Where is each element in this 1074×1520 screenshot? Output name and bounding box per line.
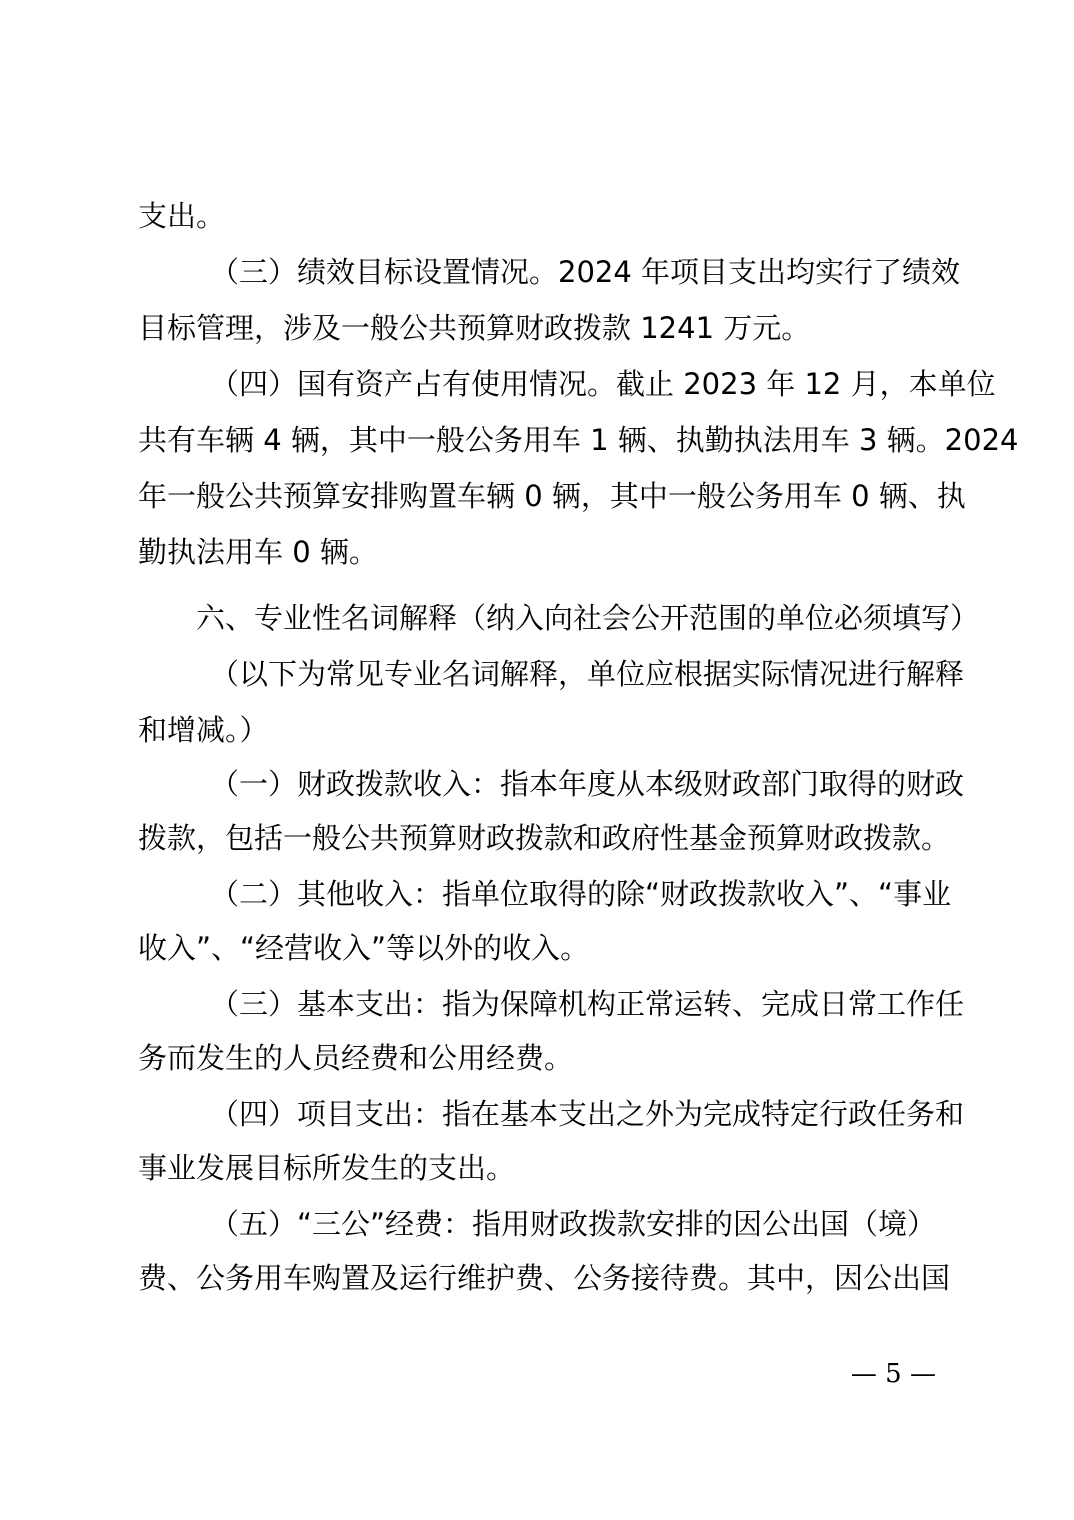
text-line: 年一般公共预算安排购置车辆 0 辆，其中一般公务用车 0 辆、执: [138, 479, 966, 513]
note-paragraph: （以下为常见专业名词解释，单位应根据实际情况进行解释: [210, 657, 965, 691]
chapter-heading-terms: 六、专业性名词解释（纳入向社会公开范围的单位必须填写）: [196, 601, 980, 635]
text-line: 支出。: [138, 199, 226, 233]
text-line: 务而发生的人员经费和公用经费。: [138, 1041, 574, 1075]
section-heading-state-assets: （四）国有资产占有使用情况。截止 2023 年 12 月，本单位: [210, 367, 996, 401]
section-heading-performance-goals: （三）绩效目标设置情况。2024 年项目支出均实行了绩效: [210, 255, 961, 289]
text-line: 费、公务用车购置及运行维护费、公务接待费。其中，因公出国: [138, 1261, 951, 1295]
text-line: 拨款，包括一般公共预算财政拨款和政府性基金预算财政拨款。: [138, 821, 951, 855]
text-line: 收入”、“经营收入”等以外的收入。: [138, 931, 590, 965]
text-line: 勤执法用车 0 辆。: [138, 535, 378, 569]
term-project-expenditure: （四）项目支出：指在基本支出之外为完成特定行政任务和: [210, 1097, 965, 1131]
term-fiscal-appropriation-income: （一）财政拨款收入：指本年度从本级财政部门取得的财政: [210, 767, 965, 801]
text-line: 共有车辆 4 辆，其中一般公务用车 1 辆、执勤执法用车 3 辆。2024: [138, 423, 1019, 457]
term-other-income: （二）其他收入：指单位取得的除“财政拨款收入”、“事业: [210, 877, 952, 911]
term-basic-expenditure: （三）基本支出：指为保障机构正常运转、完成日常工作任: [210, 987, 965, 1021]
text-line: 事业发展目标所发生的支出。: [138, 1151, 516, 1185]
page-number: — 5 —: [850, 1359, 936, 1389]
text-line: 目标管理，涉及一般公共预算财政拨款 1241 万元。: [138, 311, 811, 345]
text-line: 和增减。）: [138, 713, 269, 747]
term-three-public-expenses: （五）“三公”经费：指用财政拨款安排的因公出国（境）: [210, 1207, 937, 1241]
